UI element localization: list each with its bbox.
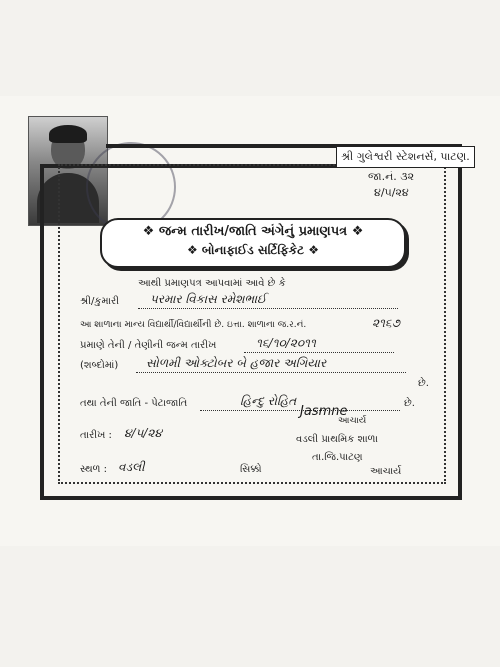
title-box [100, 218, 406, 268]
principal-signature: Jasmne [300, 404, 348, 419]
seal-line-1: આચાર્ય [338, 416, 367, 426]
words-label: (શબ્દોમાં) [80, 360, 119, 371]
place-label: સ્થળ : [80, 464, 107, 475]
words-value: સોળમી ઓક્ટોબર બે હજાર અગિયાર [146, 356, 327, 370]
student-label: આ શાળાના માન્ય વિદ્યાર્થી/વિદ્યાર્થીની છે. ઇત્તા. શાળાના જ.ર.નં. [80, 320, 307, 330]
date-value: ૪/૫/૨૪ [124, 426, 162, 440]
caste-value: હિન્દુ રોહિત [240, 394, 297, 408]
dob-value: ૧૬/૧૦/૨૦૧૧ [256, 336, 316, 350]
place-value: વડલી [118, 460, 145, 474]
che-1: છે. [418, 378, 429, 389]
seal-line-2: વડલી પ્રાથમિક શાળા [296, 434, 378, 445]
words-line [136, 372, 406, 373]
school-seal [290, 404, 420, 474]
name-value: પરમાર વિકાસ રમેશભાઈ [150, 292, 267, 306]
caste-label: તથા તેની જાતિ - પેટાજાતિ [80, 398, 188, 409]
reference-date: ૪/૫/૨૪ [374, 186, 409, 199]
stamp-label: સિક્કો [240, 464, 262, 475]
che-2: છે. [404, 398, 415, 409]
photo-hair [49, 125, 87, 143]
stationer-label: શ્રી ગુલેશ્વરી સ્ટેશનર્સ, પાટણ. [336, 146, 475, 168]
certificate-title: ❖ જન્મ તારીખ/જાતિ અંગેનું પ્રમાણપત્ર ❖ [142, 224, 364, 239]
reg-number: ૨૧૬૭ [372, 316, 400, 330]
reference-number: જા.નં. ૩૨ [368, 170, 415, 183]
intro-text: આથી પ્રમાણપત્ર આપવામાં આવે છે કે [138, 278, 286, 289]
dob-line [244, 352, 394, 353]
name-line [138, 308, 398, 309]
name-label: શ્રી/કુમારી [80, 296, 119, 307]
principal-label: આચાર્ય [370, 466, 402, 477]
seal-line-3: તા.જિ.પાટણ [312, 452, 363, 463]
dob-label: પ્રમાણે તેની / તેણીની જન્મ તારીખ [80, 340, 217, 351]
certificate-subtitle: ❖ બોનાફાઈડ સર્ટિફિકેટ ❖ [186, 243, 320, 257]
date-label: તારીખ : [80, 430, 112, 441]
